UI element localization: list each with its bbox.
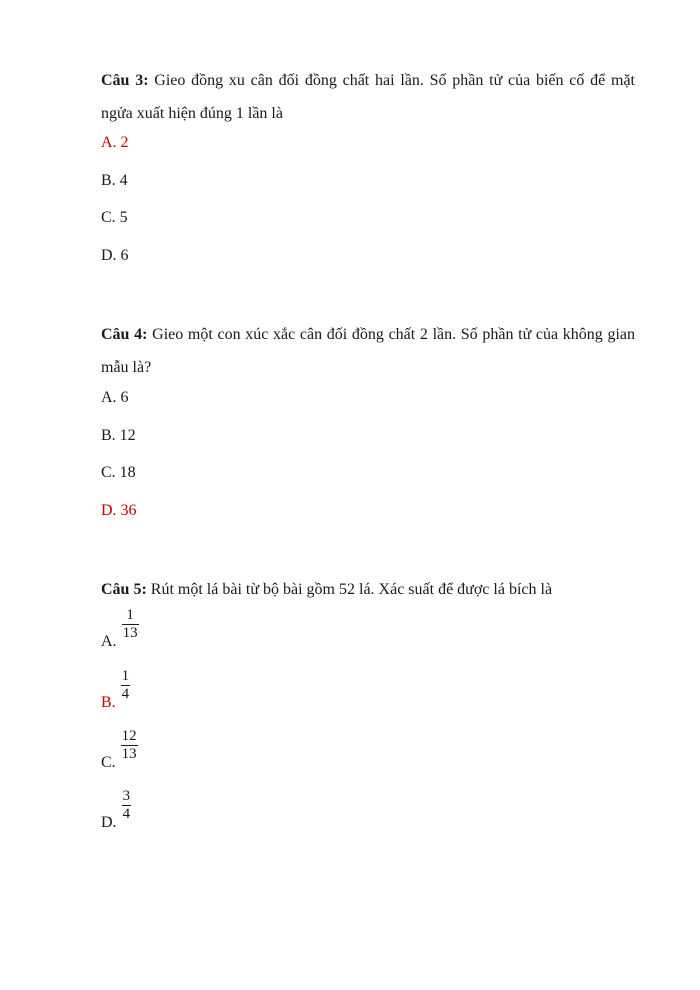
q4-option-a: A. 6: [101, 389, 129, 406]
fraction-denominator: 4: [122, 806, 131, 822]
q3-option-a: A. 2: [101, 134, 129, 151]
question-4-label: Câu 4:: [101, 326, 148, 343]
fraction-denominator: 13: [122, 625, 138, 641]
q4-option-b: B. 12: [101, 427, 136, 444]
question-5-label: Câu 5:: [101, 581, 147, 598]
q5-option-a: [101, 607, 139, 652]
q3-option-d: D. 6: [101, 247, 129, 264]
question-5: [101, 573, 635, 606]
q5-option-a-letter: A.: [101, 633, 117, 650]
q3-option-b: B. 4: [101, 172, 128, 189]
fraction-denominator: 13: [121, 746, 137, 762]
fraction-numerator: 1: [121, 668, 130, 684]
fraction-numerator: 1: [126, 607, 134, 623]
q3-option-c: C. 5: [101, 209, 128, 226]
q4-option-d: D. 36: [101, 502, 137, 519]
q5-option-d: [101, 788, 131, 833]
question-4: [101, 318, 635, 384]
question-3-label: Câu 3:: [101, 72, 149, 89]
q5-option-c-fraction: [121, 728, 138, 763]
question-3-text: Gieo đồng xu cân đối đồng chất hai lần. Số phần tử của biến cố để mặt ngửa xuất hiện đúng 1 lần là: [101, 72, 635, 122]
q5-option-d-letter: D.: [101, 814, 117, 831]
q5-option-b-letter: B.: [101, 694, 116, 711]
q5-option-b-fraction: [121, 668, 131, 703]
fraction-denominator: 4: [121, 686, 130, 702]
q5-option-b: [101, 668, 130, 713]
q5-option-c: [101, 728, 138, 773]
q5-option-c-letter: C.: [101, 754, 116, 771]
q4-option-c: C. 18: [101, 464, 136, 481]
fraction-numerator: 12: [121, 728, 137, 744]
question-3: [101, 64, 635, 130]
question-5-text: Rút một lá bài từ bộ bài gồm 52 lá. Xác suất để được lá bích là: [146, 581, 553, 598]
fraction-numerator: 3: [122, 788, 131, 804]
q5-option-a-fraction: [122, 607, 139, 642]
question-4-text: Gieo một con xúc xắc cân đối đồng chất 2 lần. Số phần tử của không gian mẫu là?: [101, 326, 636, 376]
q5-option-d-fraction: [122, 788, 132, 823]
